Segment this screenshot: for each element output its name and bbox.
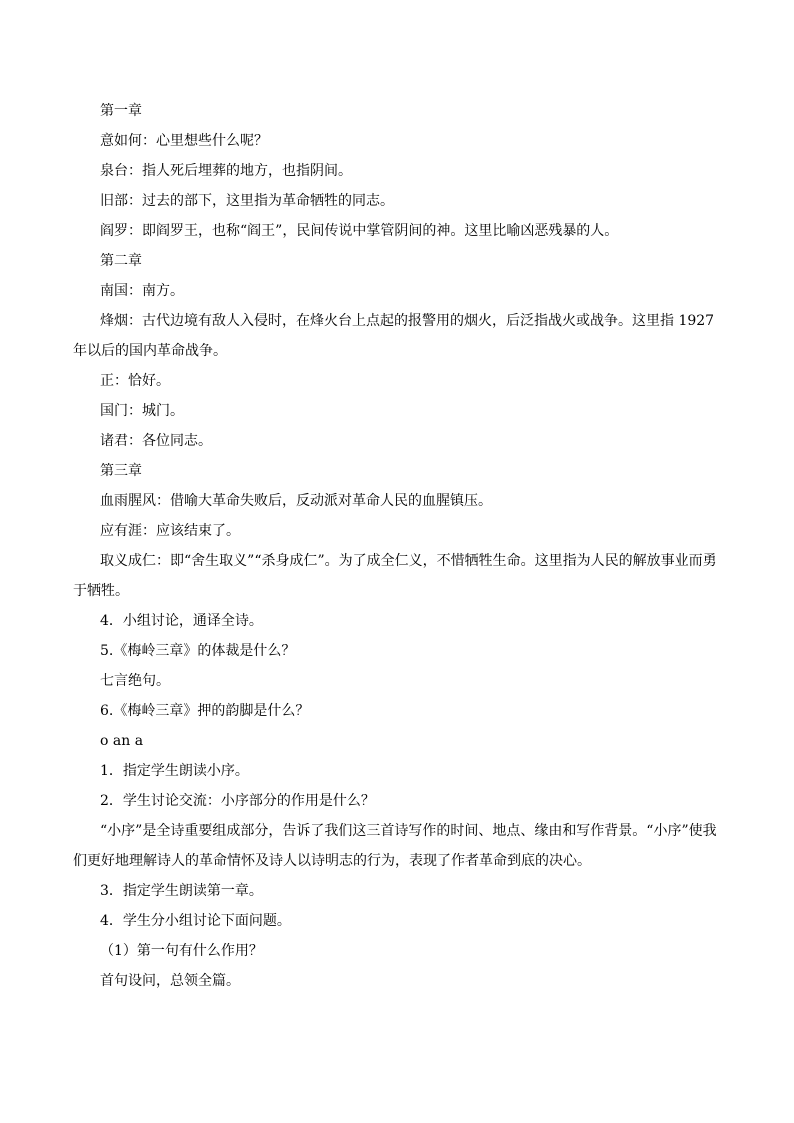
annotation-paragraph: 应有涯：应该结束了。 bbox=[100, 523, 240, 539]
annotation-paragraph: 烽烟：古代边境有敌人入侵时，在烽火台上点起的报警用的烟火，后泛指战火或战争。这里指 1927 年以后的国内革命战争。 bbox=[73, 313, 715, 359]
answer-text: o an a bbox=[100, 733, 144, 749]
task-item: 3．指定学生朗读第一章。 bbox=[100, 883, 263, 899]
answer-text: 首句设问，总领全篇。 bbox=[100, 973, 240, 989]
annotation-paragraph: 意如何：心里想些什么呢？ bbox=[100, 133, 268, 149]
annotation-paragraph: 正：恰好。 bbox=[100, 373, 170, 389]
document-body bbox=[0, 96, 794, 996]
chapter-heading: 第三章 bbox=[100, 463, 142, 479]
annotation-paragraph: 取义成仁：即“舍生取义”“杀身成仁”。为了成全仁义，不惜牺牲生命。这里指为人民的解放事业而勇于牺牲。 bbox=[73, 553, 717, 599]
answer-text: “小序”是全诗重要组成部分，告诉了我们这三首诗写作的时间、地点、缘由和写作背景。“小序”使我们更好地理解诗人的革命情怀及诗人以诗明志的行为，表现了作者革命到底的决心。 bbox=[73, 823, 717, 869]
annotation-paragraph: 诸君：各位同志。 bbox=[100, 433, 212, 449]
annotation-paragraph: 南国：南方。 bbox=[100, 283, 184, 299]
annotation-paragraph: 阎罗：即阎罗王，也称“阎王”，民间传说中掌管阴间的神。这里比喻凶恶残暴的人。 bbox=[100, 223, 619, 239]
question-item: （1）第一句有什么作用？ bbox=[100, 943, 263, 959]
annotation-paragraph: 国门：城门。 bbox=[100, 403, 184, 419]
annotation-paragraph: 血雨腥风：借喻大革命失败后，反动派对革命人民的血腥镇压。 bbox=[100, 493, 492, 509]
task-item: 4．学生分小组讨论下面问题。 bbox=[100, 913, 291, 929]
annotation-paragraph: 泉台：指人死后埋葬的地方，也指阴间。 bbox=[100, 163, 352, 179]
annotation-paragraph: 旧部：过去的部下，这里指为革命牺牲的同志。 bbox=[100, 193, 394, 209]
answer-text: 七言绝句。 bbox=[100, 673, 170, 689]
task-item: 2．学生讨论交流：小序部分的作用是什么？ bbox=[100, 793, 375, 809]
task-item: 1．指定学生朗读小序。 bbox=[100, 763, 249, 779]
task-item: 4．小组讨论，通译全诗。 bbox=[100, 613, 263, 629]
chapter-heading: 第一章 bbox=[100, 103, 142, 119]
chapter-heading: 第二章 bbox=[100, 253, 142, 269]
question-item: 5.《梅岭三章》的体裁是什么？ bbox=[100, 643, 296, 659]
question-item: 6.《梅岭三章》押的韵脚是什么？ bbox=[100, 703, 310, 719]
